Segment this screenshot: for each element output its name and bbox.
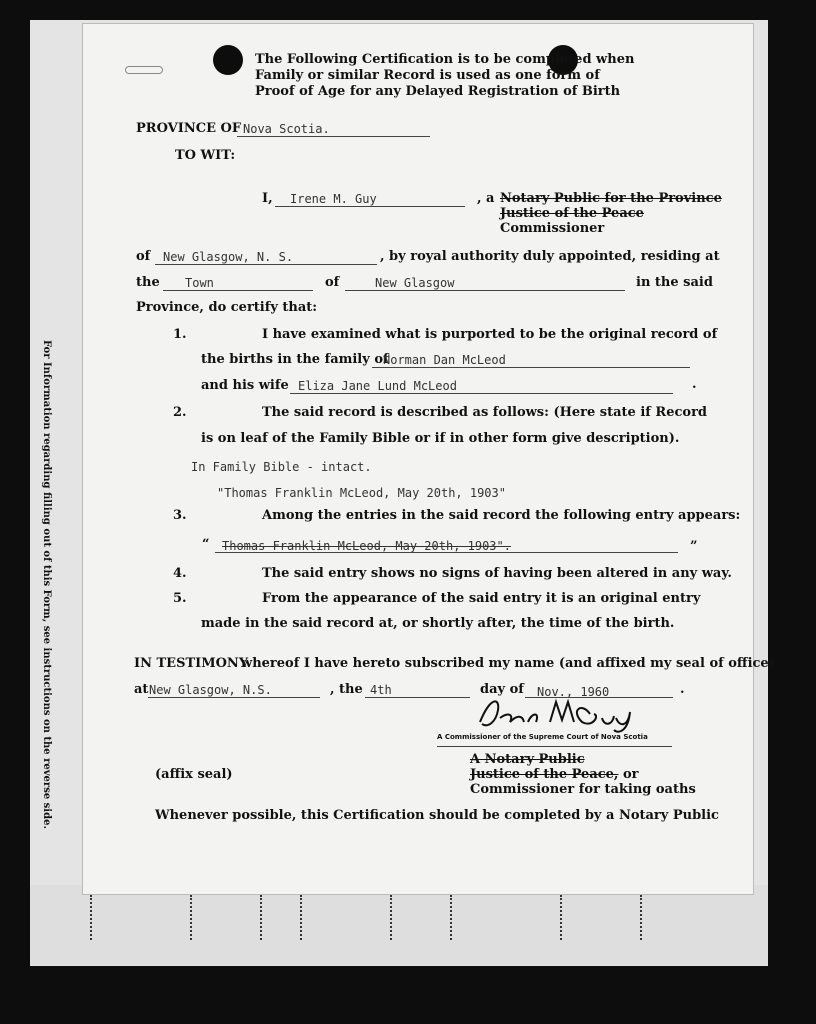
- province-line: [237, 136, 430, 137]
- said-text: in the said: [636, 275, 713, 290]
- justice-row: [470, 767, 639, 782]
- header-line-2: Family or similar Record is used as one form of: [255, 68, 600, 83]
- of-value: New Glasgow, N. S.: [163, 250, 294, 264]
- the-label: the: [136, 275, 160, 290]
- to-wit: TO WIT:: [175, 148, 236, 163]
- the-value: Town: [185, 276, 214, 290]
- of2-value: New Glasgow: [375, 276, 455, 290]
- family-line: [372, 367, 690, 368]
- month-value: Nov., 1960: [537, 685, 610, 699]
- notary-public: A Notary Public: [470, 752, 585, 767]
- entry-value: Thomas Franklin McLeod, May 20th, 1903".: [222, 539, 511, 553]
- certifier-prefix: I,: [262, 191, 273, 206]
- the-day-label: , the: [330, 682, 363, 697]
- wife-value: Eliza Jane Lund McLeod: [298, 379, 457, 393]
- province-label: PROVINCE OF: [136, 121, 242, 136]
- family-label: the births in the family of: [201, 352, 389, 367]
- header-line-3: Proof of Age for any Delayed Registration of Birth: [255, 84, 621, 99]
- item-number: 1.: [173, 327, 187, 342]
- commissioner-oaths: Commissioner for taking oaths: [470, 782, 696, 797]
- header-line-1: The Following Certification is to be completed when: [255, 52, 635, 67]
- day-value: 4th: [370, 683, 392, 697]
- item-number: 3.: [173, 508, 187, 523]
- item-number: 5.: [173, 591, 187, 606]
- of-line: [155, 264, 377, 265]
- dotted-line: [190, 895, 194, 940]
- item-3-text: Among the entries in the said record the following entry appears:: [262, 508, 741, 523]
- certifier-line: [275, 206, 465, 207]
- of-label: of: [136, 249, 151, 264]
- appointed-text: , by royal authority duly appointed, residing at: [380, 249, 720, 264]
- testimony-text: whereof I have hereto subscribed my name (and affixed my seal of office): [241, 656, 775, 671]
- affix-seal: (affix seal): [155, 767, 233, 782]
- item-2-text-2: is on leaf of the Family Bible or if in other form give description).: [201, 431, 680, 446]
- dotted-line: [260, 895, 264, 940]
- testimony-end: .: [680, 682, 685, 697]
- handwritten-signature: [470, 692, 640, 734]
- quote-open: “: [202, 537, 210, 552]
- dotted-line: [560, 895, 564, 940]
- certifier-name: Irene M. Guy: [290, 192, 377, 206]
- family-value: Norman Dan McLeod: [383, 353, 506, 367]
- wife-end: .: [692, 377, 697, 392]
- dotted-line: [390, 895, 394, 940]
- side-note: For Information regarding filling out of this Form, see instructions on the reverse side.: [41, 340, 52, 829]
- dotted-line: [640, 895, 644, 940]
- title-prefix: , a: [477, 191, 495, 206]
- item-4-text: The said entry shows no signs of having been altered in any way.: [262, 566, 732, 581]
- or-text: or: [618, 767, 639, 782]
- title-notary: Notary Public for the Province: [500, 191, 722, 206]
- item-number: 4.: [173, 566, 187, 581]
- province-certify: Province, do certify that:: [136, 300, 318, 315]
- testimony-lead: IN TESTIMONY: [134, 656, 249, 671]
- at-value: New Glasgow, N.S.: [149, 683, 272, 697]
- quote-close: ”: [690, 539, 698, 554]
- title-commissioner: Commissioner: [500, 221, 605, 236]
- title-justice: Justice of the Peace: [500, 206, 644, 221]
- item-5-text-2: made in the said record at, or shortly after, the time of the birth.: [201, 616, 675, 631]
- the-line: [163, 290, 313, 291]
- commissioner-caption: A Commissioner of the Supreme Court of Nova Scotia: [437, 733, 648, 741]
- wife-line: [290, 393, 673, 394]
- item-5-text: From the appearance of the said entry it is an original entry: [262, 591, 701, 606]
- day-line: [365, 697, 470, 698]
- day-of-label: day of: [480, 682, 524, 697]
- entry-line: [215, 552, 678, 553]
- wife-label: and his wife: [201, 378, 289, 393]
- signature-line: [437, 746, 672, 747]
- item-number: 2.: [173, 405, 187, 420]
- of2-line: [345, 290, 625, 291]
- dotted-line: [90, 895, 94, 940]
- back-sheet-strip: [30, 885, 768, 965]
- punch-hole: [213, 45, 243, 75]
- dotted-line: [450, 895, 454, 940]
- paper-clip-mark: [125, 66, 163, 74]
- item-2-text: The said record is described as follows: (Here state if Record: [262, 405, 708, 420]
- dotted-line: [300, 895, 304, 940]
- item-1-text: I have examined what is purported to be the original record of: [262, 327, 718, 342]
- of2-label: of: [325, 275, 340, 290]
- record-entry: "Thomas Franklin McLeod, May 20th, 1903": [217, 486, 506, 500]
- province-value: Nova Scotia.: [243, 122, 330, 136]
- record-description: In Family Bible - intact.: [191, 460, 372, 474]
- footer-note: Whenever possible, this Certification should be completed by a Notary Public: [155, 808, 719, 823]
- at-label: at: [134, 682, 149, 697]
- justice-of-peace: Justice of the Peace,: [470, 767, 619, 782]
- at-line: [148, 697, 320, 698]
